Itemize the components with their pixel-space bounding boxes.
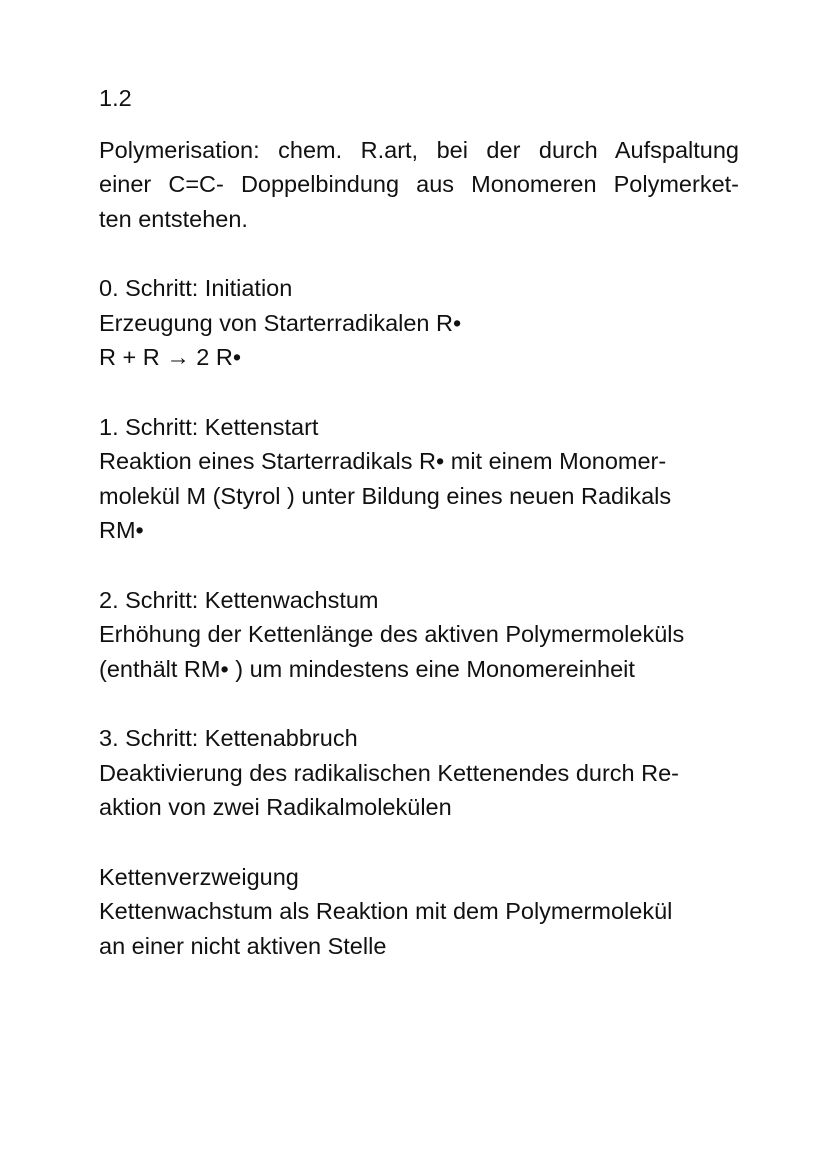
step-kettenverzweigung [99,860,739,964]
step-kettenabbruch [99,721,739,825]
step-line: Reaktion eines Starterradikals R• mit einem Monomer- [99,448,667,474]
step-title: 0. Schritt: Initiation [99,275,293,301]
spacer [99,236,739,271]
step-line: Erhöhung der Kettenlänge des aktiven Polymermoleküls [99,621,685,647]
step-title: 2. Schritt: Kettenwachstum [99,586,379,613]
step-line: RM• [99,517,144,543]
step-line: Deaktivierung des radikalischen Kettenendes durch Re- [99,759,679,786]
step-title: Kettenverzweigung [99,863,299,890]
step-title: 3. Schritt: Kettenabbruch [99,725,358,751]
step-kettenstart [99,410,739,548]
step-kettenwachstum [99,583,739,687]
step-equation: R + R → 2 R• [99,344,242,370]
spacer [99,686,739,721]
definition-line: Polymerisation: chem. R.art, bei der durch Aufspaltung [99,136,739,163]
step-line: molekül M (Styrol ) unter Bildung eines neuen Radikals [99,482,672,509]
spacer [99,375,739,410]
spacer [99,825,739,860]
definition-paragraph [99,133,739,237]
step-title: 1. Schritt: Kettenstart [99,413,319,440]
spacer [99,116,739,133]
definition-line: ten entstehen. [99,205,248,232]
step-initiation [99,271,739,375]
document-page [99,81,739,963]
spacer [99,548,739,583]
step-line: Kettenwachstum als Reaktion mit dem Polymermolekül [99,898,673,924]
step-line: Erzeugung von Starterradikalen R• [99,309,462,336]
step-line: aktion von zwei Radikalmolekülen [99,794,452,820]
step-line: (enthält RM• ) um mindestens eine Monomereinheit [99,655,635,682]
section-number: 1.2 [99,85,132,111]
step-line: an einer nicht aktiven Stelle [99,932,387,959]
definition-line: einer C=C- Doppelbindung aus Monomeren Polymerket- [99,171,739,197]
